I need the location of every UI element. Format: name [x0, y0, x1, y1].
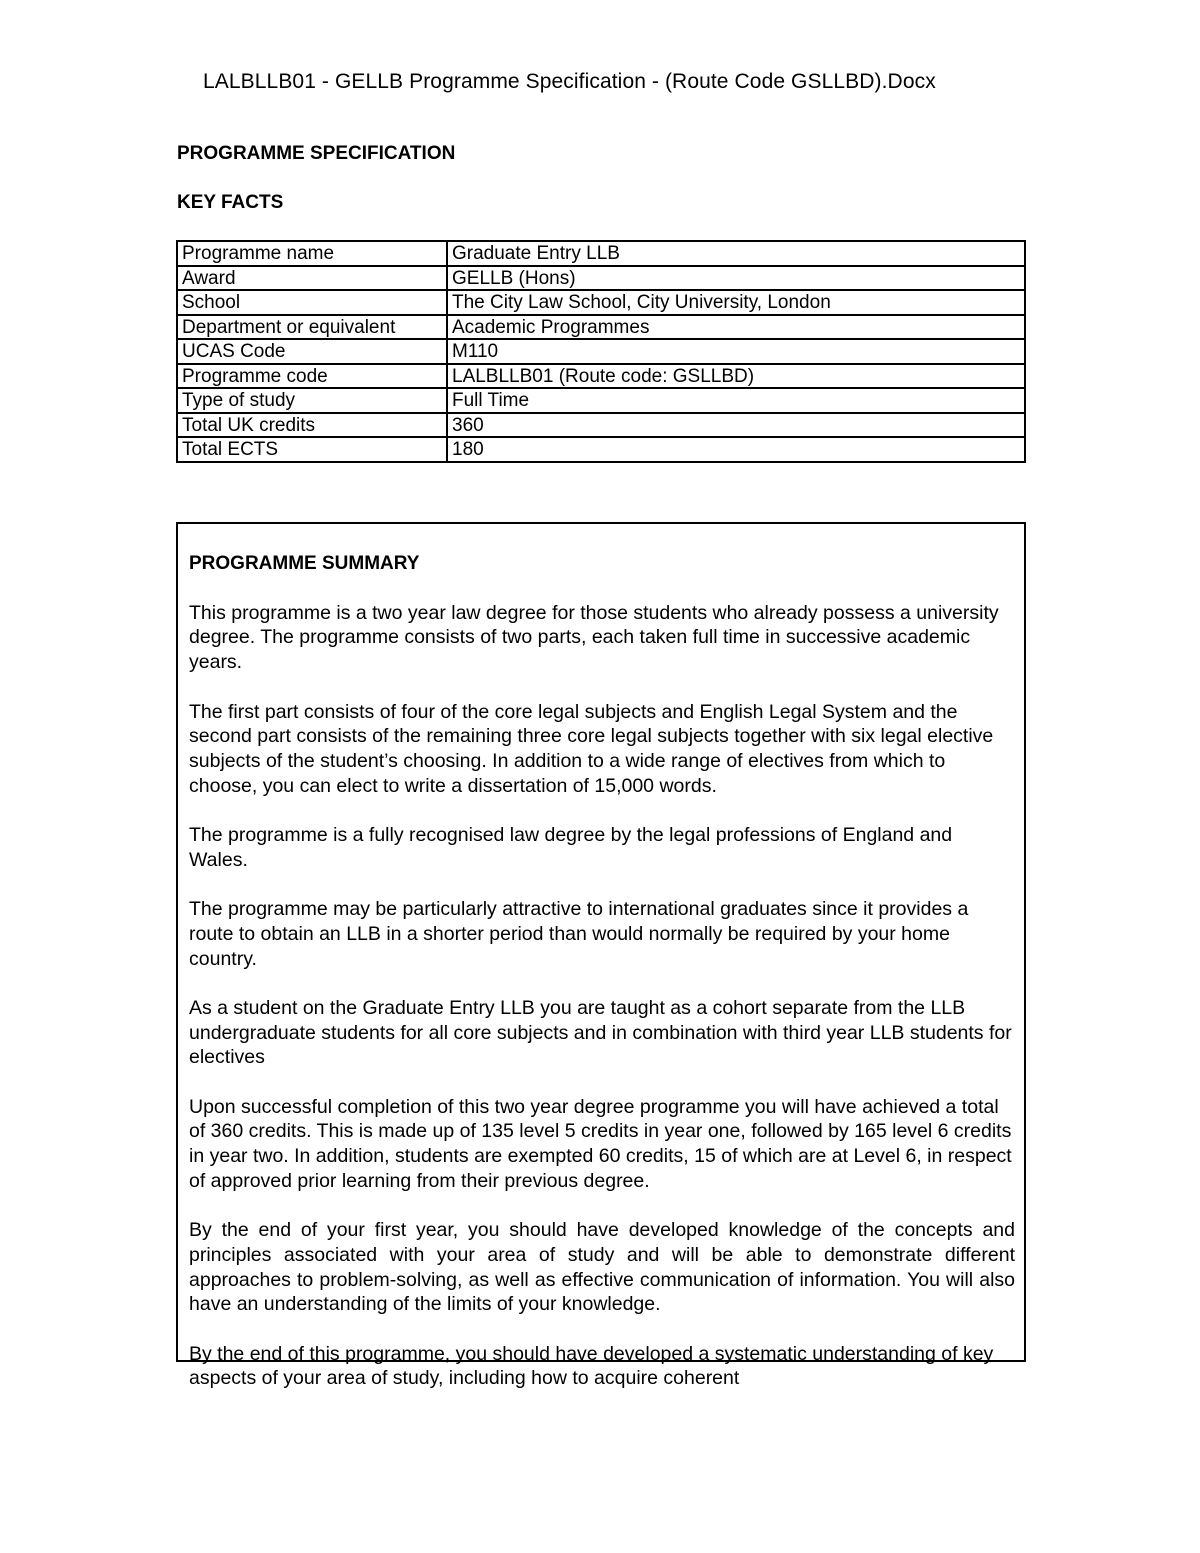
key-fact-label: Total ECTS — [177, 437, 447, 462]
table-row — [177, 339, 1025, 364]
programme-specification-heading: PROGRAMME SPECIFICATION — [177, 143, 456, 164]
summary-paragraph: By the end of your first year, you should have developed knowledge of the concepts and principles associated with your area of study and will be able to demonstrate different approaches to problem-solving, as well as effective communication of information. You will also have an understanding of the limits of your knowledge. — [189, 1219, 1015, 1316]
key-fact-label: Total UK credits — [177, 413, 447, 438]
summary-paragraph: This programme is a two year law degree for those students who already possess a university degree. The programme consists of two parts, each taken full time in successive academic years. — [189, 601, 999, 674]
key-fact-value: 360 — [447, 413, 1025, 438]
key-fact-value: Graduate Entry LLB — [447, 241, 1025, 266]
table-row — [177, 437, 1025, 462]
document-header-title: LALBLLB01 - GELLB Programme Specification - (Route Code GSLLBD).Docx — [203, 70, 936, 93]
programme-summary-title: PROGRAMME SUMMARY — [189, 553, 420, 574]
key-fact-label: Award — [177, 266, 447, 291]
key-fact-value: M110 — [447, 339, 1025, 364]
summary-paragraph: As a student on the Graduate Entry LLB you are taught as a cohort separate from the LLB undergraduate students for all core subjects and in combination with third year LLB students for electives — [189, 996, 1012, 1069]
key-fact-value: LALBLLB01 (Route code: GSLLBD) — [447, 364, 1025, 389]
key-fact-label: Type of study — [177, 388, 447, 413]
key-fact-value: The City Law School, City University, London — [447, 290, 1025, 315]
key-fact-label: School — [177, 290, 447, 315]
programme-summary-box — [176, 522, 1026, 1390]
table-row — [177, 388, 1025, 413]
table-row — [177, 413, 1025, 438]
table-row — [177, 241, 1025, 266]
programme-summary-content — [189, 552, 1015, 1416]
key-fact-value: Academic Programmes — [447, 315, 1025, 340]
key-fact-value: 180 — [447, 437, 1025, 462]
summary-paragraph: The programme may be particularly attractive to international graduates since it provides a route to obtain an LLB in a shorter period than would normally be required by your home country. — [189, 898, 969, 970]
key-fact-label: Department or equivalent — [177, 315, 447, 340]
table-row — [177, 290, 1025, 315]
summary-paragraph: Upon successful completion of this two year degree programme you will have achieved a total of 360 credits. This is made up of 135 level 5 credits in year one, followed by 165 level 6 credits in year two. In addition, students are exempted 60 credits, 15 of which are at Level 6, in respect of approved prior learning from their previous degree. — [189, 1095, 1012, 1192]
summary-paragraph: The programme is a fully recognised law degree by the legal professions of England and Wales. — [189, 824, 953, 871]
key-facts-table — [176, 240, 1026, 463]
key-fact-label: UCAS Code — [177, 339, 447, 364]
key-fact-value: GELLB (Hons) — [447, 266, 1025, 291]
key-fact-label: Programme code — [177, 364, 447, 389]
table-row — [177, 364, 1025, 389]
table-row — [177, 266, 1025, 291]
summary-paragraph: By the end of this programme, you should have developed a systematic understanding of key aspects of your area of study, including how to acquire coherent — [189, 1342, 994, 1390]
table-row — [177, 315, 1025, 340]
key-fact-value: Full Time — [447, 388, 1025, 413]
key-fact-label: Programme name — [177, 241, 447, 266]
key-facts-heading: KEY FACTS — [177, 192, 284, 213]
summary-paragraph: The first part consists of four of the core legal subjects and English Legal System and the second part consists of the remaining three core legal subjects together with six legal elective subjects of the student’s choosing. In addition to a wide range of electives from which to choose, you can elect to write a dissertation of 15,000 words. — [189, 700, 994, 797]
